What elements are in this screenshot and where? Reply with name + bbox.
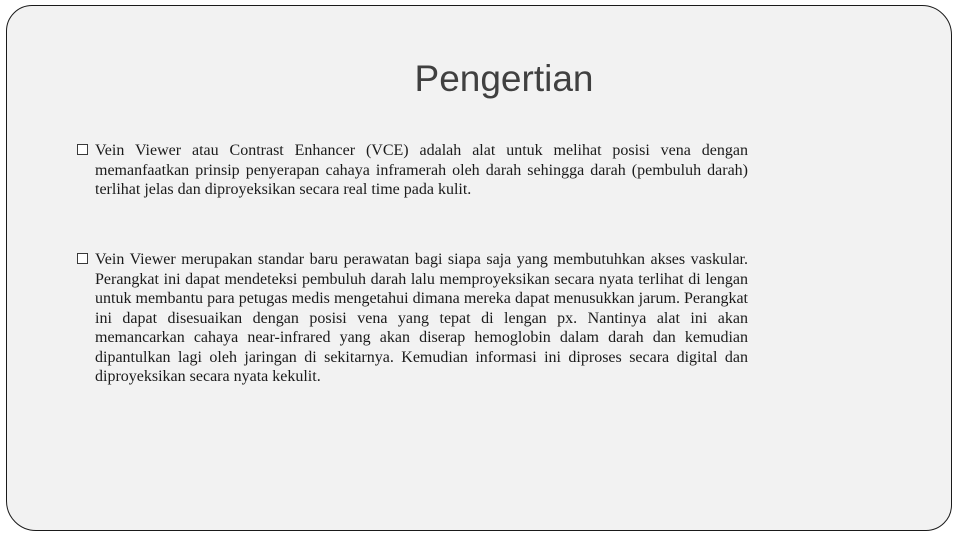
square-bullet-icon (77, 253, 88, 264)
bullet-item (77, 250, 748, 387)
slide-title: Pengertian (414, 58, 594, 99)
bullet-text: Vein Viewer merupakan standar baru perawatan bagi siapa saja yang membutuhkan akses vaskular. Perangkat ini dapat mendeteksi pembuluh darah lalu memproyeksikan secara nyata terlihat di lengan untuk membantu para petugas medis mengetahui dimana mereka dapat menusukkan jarum. Perangkat ini dapat disesuaikan dengan posisi vena yang tepat di lengan px. Nantinya alat ini akan memancarkan cahaya near-infrared yang akan diserap hemoglobin dalam darah dan kemudian dipantulkan lagi oleh jaringan di sekitarnya. Kemudian informasi ini diproses secara digital dan diproyeksikan secara nyata kekulit. (95, 251, 748, 385)
bullet-text: Vein Viewer atau Contrast Enhancer (VCE) adalah alat untuk melihat posisi vena dengan memanfaatkan prinsip penyerapan cahaya inframerah oleh darah sehingga darah (pembuluh darah) terlihat jelas dan diproyeksikan secara real time pada kulit. (95, 142, 748, 198)
square-bullet-icon (77, 144, 88, 155)
bullet-item (77, 141, 748, 200)
